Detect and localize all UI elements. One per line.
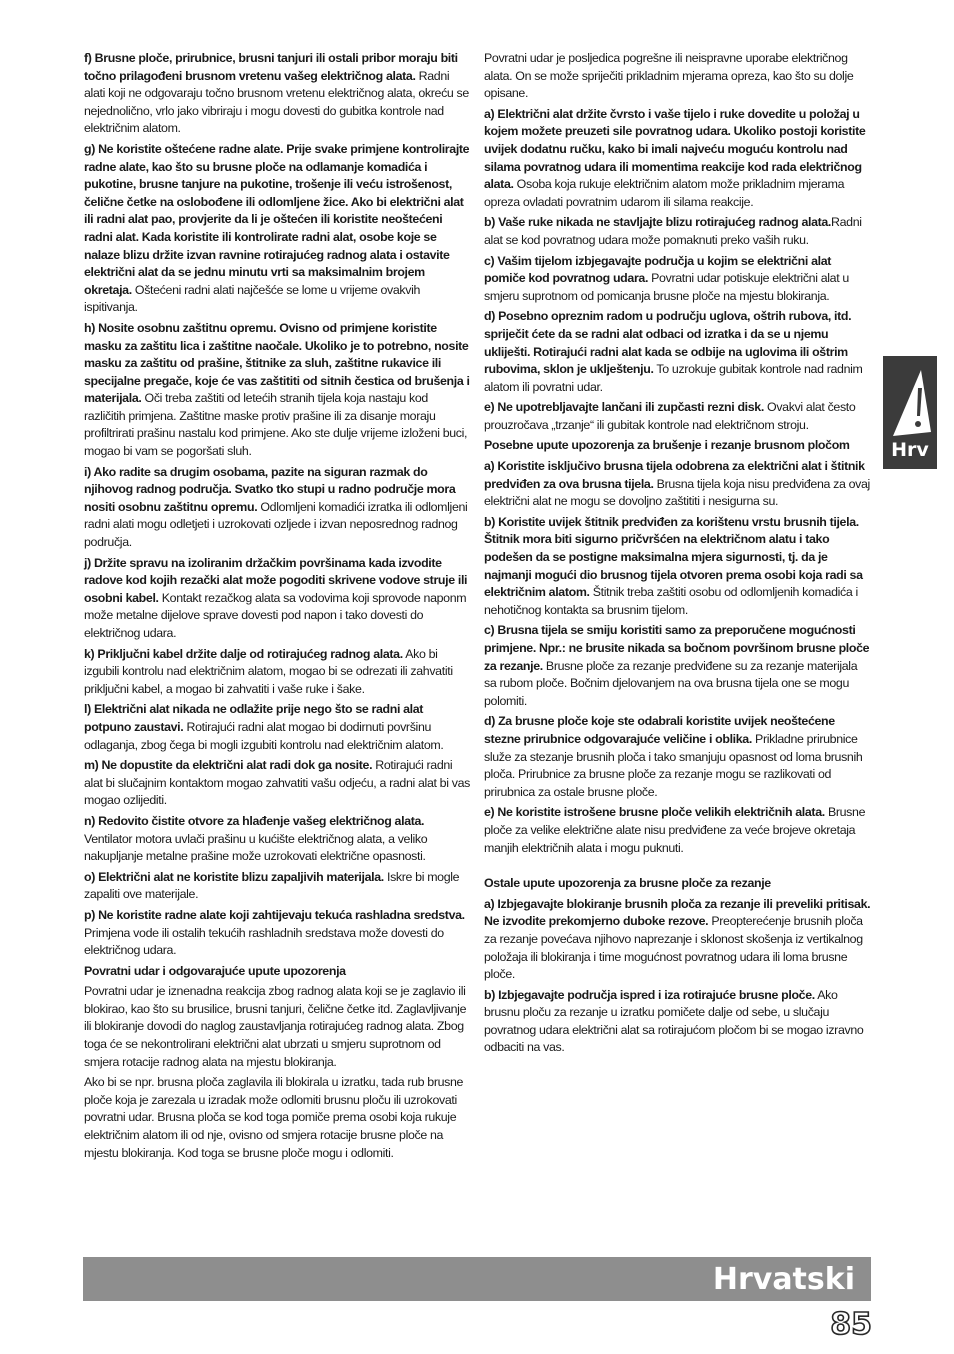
paragraph-body: Preopterećenje brusnih ploča za rezanje povećava njihovo naprezanje i sklonost skošenja iz vertikalnog položaja ili blokiranja i time mogućnost povratnog udara ili loma brusne ploče. bbox=[484, 914, 863, 982]
paragraph-body: To uzrokuje gubitak kontrole nad radnim alatom ili povratni udar. bbox=[484, 362, 863, 394]
paragraph-lead: d) Za brusne ploče koje ste odabrali koristite uvijek neoštećene stezne prirubnice odgovarajuće veličine i oblika. bbox=[484, 714, 835, 746]
paragraph-lead: l) Električni alat nikada ne odlažite prije nego što se radni alat potpuno zaustavi. bbox=[84, 702, 424, 734]
paragraph-lead: g) Ne koristite oštećene radne alate. Prije svake primjene kontrolirajte radne alate, kao što su brusne ploče na odlamanje komadića i pukotine, brusne tanjure na pukotine, trošenje ili veću istrošenost, čelične četke na oslobođene ili odlomljene žice. Ako bi električni alat ili radni alat pao, provjerite da li je oštećen ili koristite neoštećeni radni alat. Kada koristite ili kontrolirate radni alat, osobe koje se nalaze blizu držite izvan ravnine rotirajućeg radnog alata i ostavite električni alat da se jednu minutu vrti sa maksimalnim brojem okretaja. bbox=[84, 141, 470, 297]
paragraph-body: Prikladne prirubnice služe za stezanje brusnih ploča i tako smanjuju opasnost od loma brusnih ploča. Prirubnice za brusne ploče za rezanje mogu se razlikovati od prirubnica za ostale brusne ploče. bbox=[484, 731, 863, 799]
paragraph-lead: k) Priključni kabel držite dalje od rotirajućeg radnog alata. bbox=[84, 646, 403, 661]
paragraph bbox=[84, 869, 472, 904]
paragraph-lead: n) Redovito čistite otvore za hlađenje vašeg električnog alata. bbox=[84, 813, 425, 828]
paragraph-body: Odlomljeni komadići izratka ili odlomljeni radni alati mogu odletjeti i uzrokovati ozljede i izvan neposrednog radnog područja. bbox=[84, 499, 468, 550]
paragraph-body: Oštećeni radni alati najčešće se lome u vrijeme ovakvih ispitivanja. bbox=[84, 282, 421, 315]
warning-exclamation-icon bbox=[887, 364, 935, 440]
paragraph-lead: b) Koristite uvijek štitnik predviđen za korištenu vrstu brusnih tijela. Štitnik mora biti sigurno pričvršćen na električnom alatu i tako podešen da se postigne maksimalna mjera sigurnosti, tj. da je najmanji mogući dio brusnog tijela otvoren prema osobi koja radi sa električnim alatom. bbox=[484, 514, 863, 600]
paragraph bbox=[484, 214, 872, 249]
paragraph-body: Brusne ploče za velike električne alate nisu predviđene za veće brojeve okretaja manjih električnih alata i mogu puknuti. bbox=[484, 805, 866, 855]
paragraph-body: Štitnik treba zaštiti osobu od odlomljenih komadića i nehotičnog kontakta sa brusnim tijelom. bbox=[484, 585, 858, 617]
paragraph bbox=[84, 983, 472, 1071]
paragraph bbox=[84, 813, 472, 866]
paragraph-body: Oči treba zaštiti od letećih stranih tijela koja nastaju kod različitih primjena. Zaštitne maske protiv prašine ili za disanje moraju profiltrirati prašinu nastalu kod primjene. Ako ste dulje vrijeme izloženi buci, mogao bi vam se pogoršati sluh. bbox=[84, 391, 468, 459]
footer-bar bbox=[83, 1257, 871, 1301]
paragraph-lead: e) Ne koristite istrošene brusne ploče velikih električnih alata. bbox=[484, 805, 825, 820]
paragraph-lead: a) Izbjegavajte blokiranje brusnih ploča za rezanje ili preveliki pritisak. Ne izvodite prekomjerno duboke rezove. bbox=[484, 896, 871, 929]
paragraph bbox=[84, 701, 472, 754]
paragraph bbox=[84, 464, 472, 552]
paragraph-body: Iskre bi mogle zapaliti ove materijale. bbox=[84, 869, 460, 902]
paragraph bbox=[84, 646, 472, 699]
footer-language-title: Hrvatski bbox=[712, 1262, 855, 1297]
paragraph-lead: p) Ne koristite radne alate koji zahtijevaju tekuća rashladna sredstva. bbox=[84, 907, 465, 922]
paragraph-lead: a) Električni alat držite čvrsto i vaše tijelo i ruke dovedite u položaj u kojem možete preuzeti sile povratnog udara. Ukoliko postoji koristite uvijek dodatnu ručku, kako bi imali najveću moguću kontrolu nad silama povratnog udara ili momentima reakcije kod rada električnog alata. bbox=[484, 106, 866, 192]
paragraph bbox=[484, 50, 872, 103]
paragraph-lead: c) Vašim tijelom izbjegavajte područja u kojim se električni alat pomiče kod povratnog udara. bbox=[484, 253, 832, 286]
left-column bbox=[84, 50, 472, 1165]
paragraph bbox=[484, 987, 872, 1057]
section-heading: Posebne upute upozorenja za brušenje i rezanje brusnom pločom bbox=[484, 438, 850, 453]
paragraph-lead: a) Koristite isključivo brusna tijela odobrena za električni alat i štitnik predviđen za ova brusna tijela. bbox=[484, 459, 865, 491]
paragraph-body: Ako brusnu ploču za rezanje u izratku pomičete dalje od sebe, u slučaju povratnog udara električni alat sa rotirajućom pločom bi se mogao izravno odbaciti na vas. bbox=[484, 987, 864, 1055]
paragraph-lead: e) Ne upotrebljavajte lančani ili zupčasti rezni disk. bbox=[484, 400, 764, 415]
paragraph-lead: m) Ne dopustite da električni alat radi dok ga nosite. bbox=[84, 758, 373, 773]
paragraph-body: Osoba koja rukuje električnim alatom može prikladnim mjerama opreza ovladati povratnim udarom ili silama reakcije. bbox=[484, 177, 845, 209]
paragraph-lead: j) Držite spravu na izoliranim držačkim površinama kada izvodite radove kod kojih rezački alat može pogoditi skrivene vodove struje ili osobni kabel. bbox=[84, 555, 468, 605]
paragraph bbox=[84, 757, 472, 810]
paragraph bbox=[84, 907, 472, 960]
paragraph-body: Ventilator motora uvlači prašinu u kućište električnog alata, a veliko nakupljanje metalne prašine može uzrokovati električne opasnosti. bbox=[84, 831, 428, 864]
paragraph-lead: b) Izbjegavajte područja ispred i iza rotirajuće brusne ploče. bbox=[484, 987, 815, 1002]
paragraph-body: Brusne ploče za rezanje predviđene su za rezanje materijala sa rubom ploče. Bočnim djelovanjem na ova brusna tijela one se mogu polomiti. bbox=[484, 658, 858, 708]
paragraph bbox=[484, 622, 872, 710]
paragraph-body: Ako bi izgubili kontrolu nad električnim alatom, mogao bi se odrezati ili zahvatiti priključni kabel, a mogao bi zahvatiti i vaše ruke i šake. bbox=[84, 646, 453, 696]
paragraph-lead: b) Vaše ruke nikada ne stavljajte blizu rotirajućeg radnog alata. bbox=[484, 215, 832, 230]
paragraph bbox=[484, 253, 872, 306]
paragraph-body: Ako bi se npr. brusna ploča zaglavila ili blokirala u izratku, tada rub brusne ploče koja je zarezala u izradak može odlomiti brusnu ploču ili uzrokovati povratni udar. Brusna ploča se kod toga pomiče prema osobi koja rukuje električnim alatom ili od nje, ovisno od smjera rotacije brusne ploče na mjestu blokiranja. Kod toga se brusne ploče mogu i odlomiti. bbox=[84, 1075, 464, 1160]
paragraph bbox=[484, 514, 872, 620]
page-number: 85 bbox=[830, 1307, 872, 1342]
paragraph bbox=[484, 896, 872, 984]
paragraph bbox=[484, 399, 872, 434]
paragraph bbox=[84, 555, 472, 643]
language-tab bbox=[883, 356, 937, 469]
language-tab-label: Hrv bbox=[891, 439, 929, 461]
paragraph-body: Radni alati koji ne odgovaraju točno brusnom vretenu električnog alata, okreću se nejednolično, vrlo jako vibriraju i mogu dovesti do gubitka kontrole nad električnim alatom. bbox=[84, 68, 469, 136]
paragraph bbox=[84, 320, 472, 461]
paragraph bbox=[484, 308, 872, 396]
paragraph bbox=[84, 1074, 472, 1162]
paragraph-body: Ovakvi alat često prouzročava „trzanje“ ili gubitak kontrole nad električnom stroju. bbox=[484, 400, 856, 432]
paragraph-lead: f) Brusne ploče, prirubnice, brusni tanjuri ili ostali pribor moraju biti točno prilagođeni brusnom vretenu vašeg električnog alata. bbox=[84, 51, 458, 83]
paragraph bbox=[84, 141, 472, 317]
paragraph-body: Povratni udar je posljedica pogrešne ili neispravne uporabe električnog alata. On se može spriječiti prikladnim mjerama opreza, kao što su dolje opisane. bbox=[484, 51, 854, 101]
paragraph-body: Rotirajući radni alat bi slučajnim kontaktom mogao zahvatiti vašu odjeću, a radni alat bi vas mogao ozlijediti. bbox=[84, 758, 470, 808]
section-heading: Povratni udar i odgovarajuće upute upozorenja bbox=[84, 963, 346, 978]
paragraph bbox=[84, 50, 472, 138]
paragraph-body: Radni alat se kod povratnog udara može pomaknuti preko vaših ruku. bbox=[484, 215, 862, 247]
paragraph-body: Rotirajući radni alat mogao bi dodirnuti površinu odlaganja, zbog čega bi mogli izgubiti kontrolu nad električnim alatom. bbox=[84, 719, 444, 752]
paragraph-body: Povratni udar je iznenadna reakcija zbog radnog alata koji se je zaglavio ili blokirao, kao što su brusilice, brusni tanjuri, čelične četke itd. Zaglavljivanje ili blokiranje dovodi do naglog zaustavljanja rotirajućeg radnog alata. Zbog toga će se nekontrolirani električni alat ubrzati u smjeru suprotnom od smjera rotacije radnog alata na mjestu blokiranja. bbox=[84, 984, 467, 1069]
paragraph-body: Primjena vode ili ostalih tekućih rashladnih sredstava može dovesti do električnog udara. bbox=[84, 925, 444, 958]
paragraph-lead: i) Ako radite sa drugim osobama, pazite na siguran razmak do njihovog radnog područja. Svatko tko stupi u radno područje mora nositi osobnu zaštitnu opremu. bbox=[84, 464, 456, 514]
paragraph-lead: h) Nosite osobnu zaštitnu opremu. Ovisno od primjene koristite masku za zaštitu lica i zaštitne naočale. Ukoliko je to potrebno, nosite masku za zaštitu od prašine, štitnike za sluh, zaštitne rukavice ili specijalne pregače, koje će vas zaštititi od sitnih čestica od brušenja i materijala. bbox=[84, 320, 470, 406]
paragraph-body: Brusna tijela koja nisu predviđena za ovaj električni alat ne mogu se dovoljno zaštititi i nesigurna su. bbox=[484, 476, 870, 509]
section-heading: Ostale upute upozorenja za brusne ploče za rezanje bbox=[484, 876, 771, 891]
paragraph-lead: c) Brusna tijela se smiju koristiti samo za preporučene mogućnosti primjene. Npr.: ne brusite nikada sa bočnom površinom brusne ploče za rezanje. bbox=[484, 623, 870, 673]
paragraph bbox=[484, 106, 872, 212]
paragraph-lead: d) Posebno opreznim radom u području uglova, oštrih rubova, itd. spriječit ćete da se radni alat odbaci od izratka i da se u njemu ukliješti. Rotirajući radni alat kada se odbije na uglovima ili oštrim rubovima, sklon je uklještenju. bbox=[484, 309, 852, 377]
right-column bbox=[484, 50, 872, 1060]
paragraph-body: Kontakt rezačkog alata sa vodovima koji sprovode naponm može metalne dijelove sprave dovesti pod napon i tako dovesti do električnog udara. bbox=[84, 590, 467, 640]
paragraph bbox=[484, 804, 872, 857]
paragraph bbox=[484, 458, 872, 511]
paragraph-body: Povratni udar potiskuje električni alat u smjeru suprotnom od pomicanja brusne ploče na mjestu blokiranja. bbox=[484, 271, 849, 303]
paragraph-lead: o) Električni alat ne koristite blizu zapaljivih materijala. bbox=[84, 869, 384, 884]
paragraph bbox=[484, 713, 872, 801]
